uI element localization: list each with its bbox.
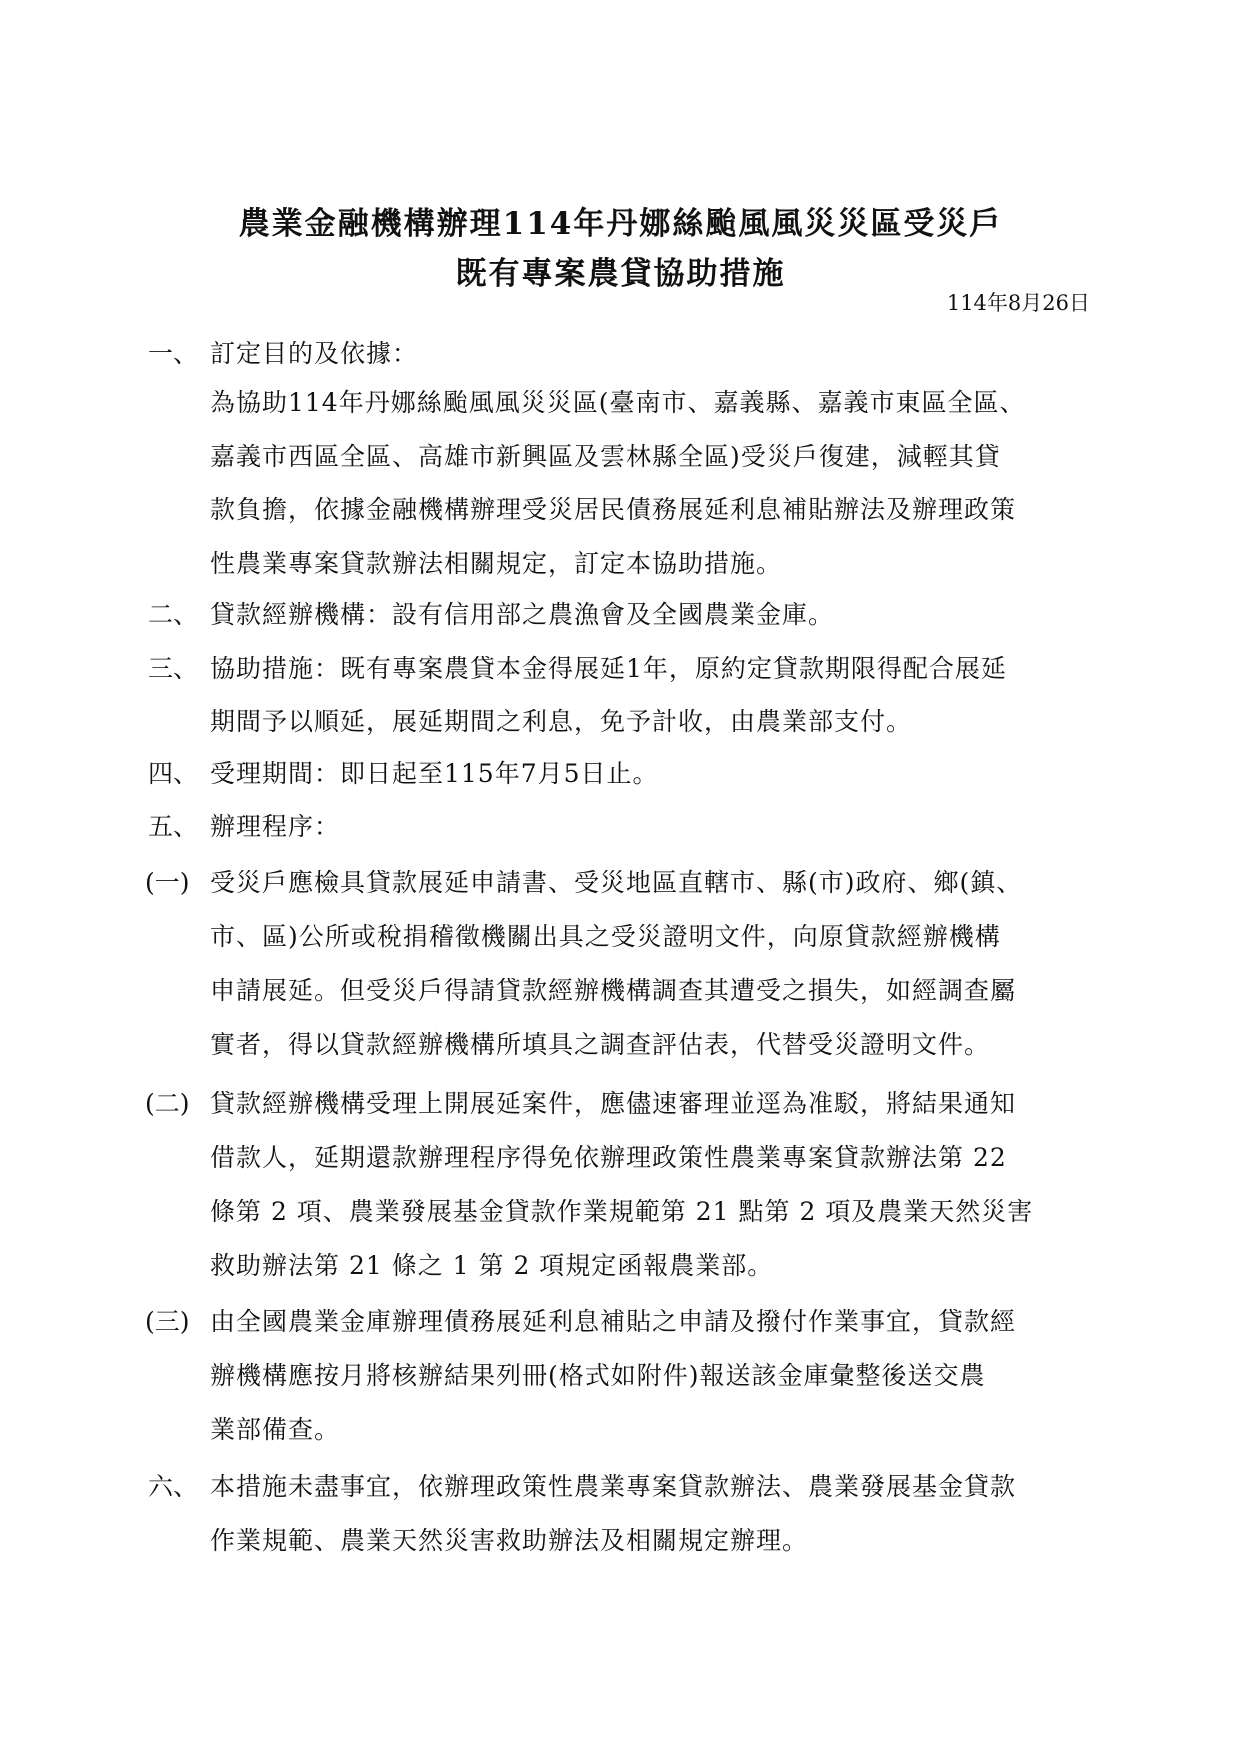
section-line: 救助辦法第 21 條之 1 第 2 項規定函報農業部。 xyxy=(210,1251,774,1280)
section-marker: 二、 xyxy=(148,600,199,629)
section-line: 實者，得以貸款經辦機構所填具之調查評估表，代替受災證明文件。 xyxy=(210,1030,991,1059)
section-marker: 四、 xyxy=(148,759,199,788)
section-line: 款負擔，依據金融機構辦理受災居民債務展延利息補貼辦法及辦理政策 xyxy=(210,495,1017,524)
document-title-line2: 既有專案農貸協助措施 xyxy=(455,256,786,292)
section-line: 為協助114年丹娜絲颱風風災災區(臺南市、嘉義縣、嘉義市東區全區、 xyxy=(210,388,1026,417)
section-line: 條第 2 項、農業發展基金貸款作業規範第 21 點第 2 項及農業天然災害 xyxy=(210,1197,1034,1226)
section-line: 貸款經辦機構：設有信用部之農漁會及全國農業金庫。 xyxy=(210,600,835,629)
subsection-marker: (二) xyxy=(145,1089,190,1118)
section-line: 借款人，延期還款辦理程序得免依辦理政策性農業專案貸款辦法第 22 xyxy=(210,1143,1007,1172)
section-line: 本措施未盡事宜，依辦理政策性農業專案貸款辦法、農業發展基金貸款 xyxy=(210,1472,1017,1501)
document-date: 114年8月26日 xyxy=(946,291,1090,315)
section-line: 受理期間：即日起至115年7月5日止。 xyxy=(210,759,659,788)
section-line: 辦機構應按月將核辦結果列冊(格式如附件)報送該金庫彙整後送交農 xyxy=(210,1361,986,1390)
section-line: 業部備查。 xyxy=(210,1415,341,1444)
section-line: 嘉義市西區全區、高雄市新興區及雲林縣全區)受災戶復建，減輕其貸 xyxy=(210,442,1001,471)
section-marker: 六、 xyxy=(148,1472,199,1501)
subsection-marker: (一) xyxy=(145,868,190,897)
section-line: 受災戶應檢具貸款展延申請書、受災地區直轄市、縣(市)政府、鄉(鎮、 xyxy=(210,868,1023,897)
subsection-marker: (三) xyxy=(145,1307,190,1336)
section-line: 申請展延。但受災戶得請貸款經辦機構調查其遭受之損失，如經調查屬 xyxy=(210,976,1017,1005)
section-line: 協助措施：既有專案農貸本金得展延1年，原約定貸款期限得配合展延 xyxy=(210,654,1007,683)
section-line: 市、區)公所或稅捐稽徵機關出具之受災證明文件，向原貸款經辦機構 xyxy=(210,922,1001,951)
section-line: 貸款經辦機構受理上開展延案件，應儘速審理並逕為准駁，將結果通知 xyxy=(210,1089,1017,1118)
section-heading: 訂定目的及依據： xyxy=(210,339,419,368)
section-marker: 三、 xyxy=(148,654,199,683)
section-marker: 五、 xyxy=(148,812,199,841)
section-line: 由全國農業金庫辦理債務展延利息補貼之申請及撥付作業事宜，貸款經 xyxy=(210,1307,1017,1336)
section-line: 作業規範、農業天然災害救助辦法及相關規定辦理。 xyxy=(210,1526,809,1555)
document-title-line1: 農業金融機構辦理114年丹娜絲颱風風災災區受災戶 xyxy=(238,206,1003,242)
section-marker: 一、 xyxy=(148,339,199,368)
section-line: 期間予以順延，展延期間之利息，免予計收，由農業部支付。 xyxy=(210,707,913,736)
section-line: 辦理程序： xyxy=(210,812,341,841)
section-line: 性農業專案貸款辦法相關規定，訂定本協助措施。 xyxy=(210,549,783,578)
